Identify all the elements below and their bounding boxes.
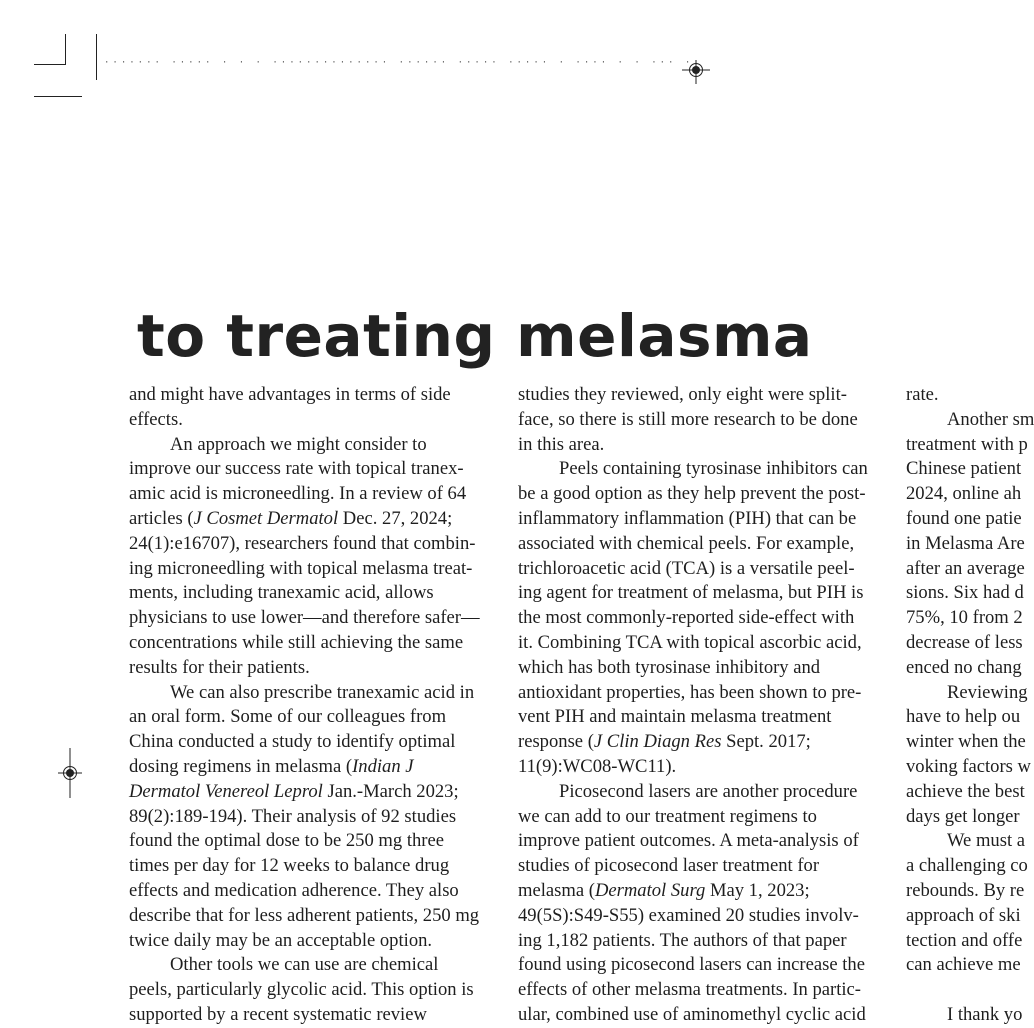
text-line: Picosecond lasers are another procedure (559, 780, 858, 802)
text-line: tection and offe (906, 929, 1023, 951)
text-line: trichloroacetic acid (TCA) is a versatile peel- (518, 557, 855, 579)
crop-mark (65, 34, 66, 65)
text-line: Peels containing tyrosinase inhibitors can (559, 458, 868, 480)
text-line: times per day for 12 weeks to balance drug (129, 855, 450, 877)
text-line: found one patie (906, 507, 1022, 529)
crop-mark (34, 64, 66, 65)
text-line: inflammatory inflammation (PIH) that can be (518, 507, 857, 529)
text-line: 2024, online ah (906, 483, 1022, 505)
text-line: effects of other melasma treatments. In partic- (518, 979, 861, 1001)
text-line: We must a (947, 830, 1026, 852)
text-line: ular, combined use of aminomethyl cyclic acid (518, 1003, 866, 1025)
text-line: twice daily may be an acceptable option. (129, 929, 433, 951)
text-line: effects. (129, 408, 183, 430)
citation-journal: J Clin Diagn Res (593, 731, 722, 753)
text-line: achieve the best (906, 780, 1025, 802)
crop-mark (96, 34, 97, 80)
text-line: be a good option as they help prevent the post- (518, 483, 866, 505)
text-line: decrease of less (906, 631, 1023, 653)
text-line: winter when the (906, 731, 1026, 753)
article-column-1 (129, 383, 491, 1028)
text-line: approach of ski (906, 904, 1021, 926)
text-line: found the optimal dose to be 250 mg three (129, 830, 444, 852)
text-line: melasma (Dermatol Surg May 1, 2023; (518, 879, 810, 901)
text-line: in this area. (518, 433, 605, 455)
text-line: 49(5S):S49-S55) examined 20 studies involv- (518, 904, 859, 926)
text-line: We can also prescribe tranexamic acid in (170, 681, 475, 703)
text-line: face, so there is still more research to be done (518, 408, 858, 430)
text-line: Other tools we can use are chemical (170, 954, 439, 976)
citation-journal: J Cosmet Dermatol (193, 507, 339, 529)
text-line: sions. Six had d (906, 582, 1024, 604)
article-headline: to treating melasma (137, 302, 813, 370)
text-line: treatment with p (906, 433, 1028, 455)
text-line: An approach we might consider to (170, 433, 427, 455)
text-line: vent PIH and maintain melasma treatment (518, 706, 832, 728)
print-slug-line: ······· ····· · · · ·············· ······ ····· ····· · ···· · · ··· · (104, 58, 694, 68)
text-line: we can add to our treatment regimens to (518, 805, 817, 827)
text-line: results for their patients. (129, 656, 310, 678)
text-line: which has both tyrosinase inhibitory and (518, 656, 821, 678)
text-line: supported by a recent systematic review (129, 1003, 427, 1025)
text-line: studies they reviewed, only eight were split- (518, 384, 847, 405)
text-line: days get longer (906, 805, 1020, 827)
article-column-3 (906, 383, 1034, 1028)
text-line: an oral form. Some of our colleagues from (129, 706, 447, 728)
text-line: 89(2):189-194). Their analysis of 92 studies (129, 805, 457, 827)
text-line: Dermatol Venereol Leprol Jan.-March 2023; (129, 780, 459, 802)
text-line: peels, particularly glycolic acid. This option is (129, 979, 474, 1001)
text-line: it. Combining TCA with topical ascorbic acid, (518, 631, 862, 653)
citation-journal: Dermatol Venereol Leprol (129, 780, 323, 802)
text-line: ing 1,182 patients. The authors of that paper (518, 929, 847, 951)
text-line: studies of picosecond laser treatment for (518, 855, 820, 877)
text-line: effects and medication adherence. They also (129, 879, 459, 901)
text-line: found using picosecond lasers can increase the (518, 954, 865, 976)
text-line: in Melasma Are (906, 532, 1025, 554)
text-line: a challenging co (906, 855, 1028, 877)
text-line: response (J Clin Diagn Res Sept. 2017; (518, 731, 811, 753)
text-line: physicians to use lower—and therefore safer— (129, 607, 480, 629)
article-column-2 (518, 383, 880, 1028)
text-line: 11(9):WC08-WC11). (518, 755, 677, 777)
text-line: I thank yo (947, 1003, 1023, 1025)
text-line: rate. (906, 384, 939, 405)
text-line: can achieve me (906, 954, 1021, 976)
text-line: improve patient outcomes. A meta-analysis of (518, 830, 859, 852)
text-line: the most commonly-reported side-effect with (518, 607, 855, 629)
text-line: ing microneedling with topical melasma treat- (129, 557, 473, 579)
citation-journal: Dermatol Surg (594, 879, 706, 901)
text-line: voking factors w (906, 755, 1031, 777)
text-line: articles (J Cosmet Dermatol Dec. 27, 2024; (129, 507, 453, 529)
text-line: 75%, 10 from 2 (906, 607, 1023, 629)
text-line: rebounds. By re (906, 879, 1025, 901)
text-line: dosing regimens in melasma (Indian J (129, 755, 414, 777)
text-line: concentrations while still achieving the same (129, 631, 464, 653)
text-line: antioxidant properties, has been shown to pre- (518, 681, 862, 703)
text-line: ments, including tranexamic acid, allows (129, 582, 434, 604)
text-line: enced no chang (906, 656, 1022, 678)
text-line: 24(1):e16707), researchers found that combin- (129, 532, 476, 554)
text-line: describe that for less adherent patients, 250 mg (129, 904, 480, 926)
text-line: Another sm (947, 408, 1034, 430)
registration-mark-icon (56, 748, 84, 798)
text-line: Chinese patient (906, 458, 1022, 480)
text-line: and might have advantages in terms of side (129, 384, 451, 405)
text-line: improve our success rate with topical tranex- (129, 458, 464, 480)
text-line: have to help ou (906, 706, 1021, 728)
text-line: associated with chemical peels. For example, (518, 532, 855, 554)
text-line: ing agent for treatment of melasma, but PIH is (518, 582, 864, 604)
paragraph-gap (906, 978, 1024, 1003)
text-line: after an average (906, 557, 1025, 579)
text-line: amic acid is microneedling. In a review of 64 (129, 483, 467, 505)
crop-mark (34, 96, 82, 97)
registration-mark-icon (682, 56, 710, 84)
text-line: Reviewing (947, 681, 1028, 703)
citation-journal: Indian J (352, 755, 414, 777)
text-line: China conducted a study to identify optimal (129, 731, 456, 753)
